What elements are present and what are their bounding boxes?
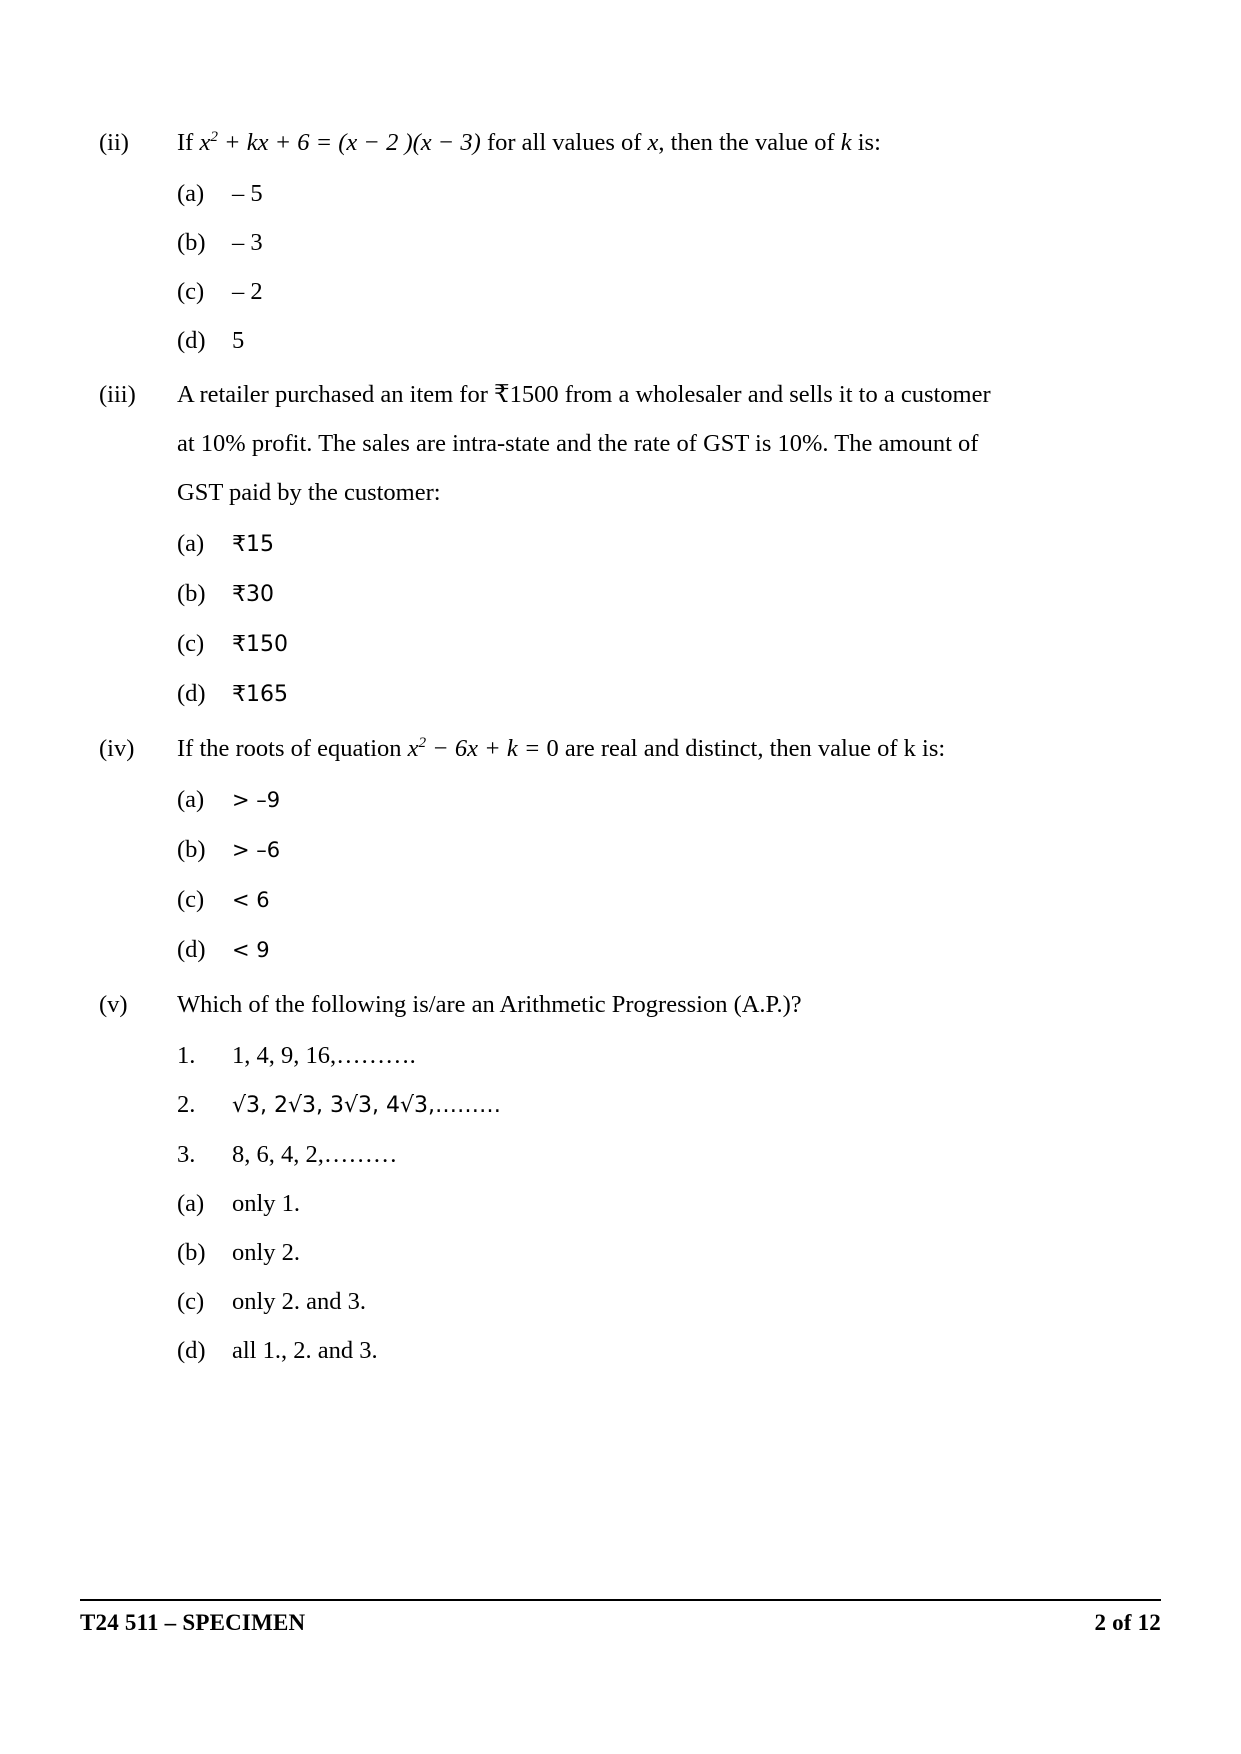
option-key: (b) xyxy=(177,1239,206,1266)
question-ii-expr-base: x xyxy=(199,129,211,156)
option-key: (b) xyxy=(177,229,206,256)
question-iv-expr-base: x xyxy=(407,735,419,762)
option-value: all 1., 2. and 3. xyxy=(232,1337,378,1364)
question-v-options xyxy=(177,1179,1099,1375)
option-row[interactable] xyxy=(177,925,1099,975)
question-iii-number: (iii) xyxy=(99,381,136,408)
question-iv-expr-rest: − 6x + k = xyxy=(426,735,547,762)
question-iii-stem-line2: at 10% profit. The sales are intra-state and the rate of GST is 10%. The amount of xyxy=(177,430,979,457)
question-ii-number: (ii) xyxy=(99,129,129,156)
option-row[interactable] xyxy=(177,1326,1099,1375)
option-value: – 5 xyxy=(232,180,263,207)
option-row[interactable] xyxy=(177,775,1099,825)
option-key: (b) xyxy=(177,580,206,607)
sequence-key: 3. xyxy=(177,1141,196,1168)
option-value: ₹165 xyxy=(232,682,288,707)
question-ii-expr-rest: + kx + 6 = (x − 2 )(x − 3) xyxy=(217,129,481,156)
option-value: ₹30 xyxy=(232,582,274,607)
option-value: only 2. xyxy=(232,1239,301,1266)
question-iv-expr-exponent: 2 xyxy=(418,733,427,751)
question-ii-expr-exponent: 2 xyxy=(210,127,218,145)
option-value: > –9 xyxy=(232,788,281,812)
option-key: (c) xyxy=(177,278,205,305)
option-value: only 2. and 3. xyxy=(232,1288,367,1315)
question-ii-var-k: k xyxy=(840,129,852,156)
option-key: (a) xyxy=(177,530,205,557)
question-iv-number: (iv) xyxy=(99,735,135,762)
option-row[interactable] xyxy=(177,169,1099,218)
question-v xyxy=(99,980,1099,1375)
question-iv-stem-before: If the roots of equation xyxy=(177,735,408,762)
question-ii-var-x: x xyxy=(647,129,659,156)
question-list xyxy=(99,118,1099,1375)
option-row[interactable] xyxy=(177,1277,1099,1326)
option-key: (d) xyxy=(177,936,206,963)
option-value: – 3 xyxy=(232,229,263,256)
question-iv-stem xyxy=(177,724,1005,773)
option-value: ₹150 xyxy=(232,632,288,657)
question-iii-stem-line1: A retailer purchased an item for ₹1500 from a wholesaler and sells it to a customer xyxy=(177,381,991,408)
option-value: only 1. xyxy=(232,1190,301,1217)
question-ii-stem-tail: is: xyxy=(851,129,881,156)
question-iii xyxy=(99,370,1099,719)
sequence-row xyxy=(177,1080,1099,1130)
option-key: (d) xyxy=(177,327,206,354)
question-ii-stem-mid: for all values of xyxy=(480,129,648,156)
option-key: (d) xyxy=(177,680,206,707)
option-row[interactable] xyxy=(177,669,1099,719)
question-ii-options xyxy=(177,169,1099,365)
option-row[interactable] xyxy=(177,218,1099,267)
question-ii-stem-after: , then the value of xyxy=(658,129,841,156)
paper-code: T24 511 – SPECIMEN xyxy=(80,1610,306,1635)
question-iv-stem-after: 0 are real and distinct, then value of k is: xyxy=(546,735,946,762)
option-row[interactable] xyxy=(177,825,1099,875)
option-row[interactable] xyxy=(177,267,1099,316)
question-iii-stem-line3: GST paid by the customer: xyxy=(177,479,441,506)
question-iv xyxy=(99,724,1099,975)
option-value: < 9 xyxy=(232,938,270,962)
question-ii-stem xyxy=(177,118,1005,167)
page-number: 2 of 12 xyxy=(1094,1610,1161,1635)
option-value: > –6 xyxy=(232,838,281,862)
option-key: (a) xyxy=(177,1190,205,1217)
option-row[interactable] xyxy=(177,569,1099,619)
option-value: < 6 xyxy=(232,888,270,912)
option-row[interactable] xyxy=(177,519,1099,569)
sequence-row xyxy=(177,1031,1099,1080)
sequence-key: 2. xyxy=(177,1091,196,1118)
option-key: (a) xyxy=(177,180,205,207)
question-ii-stem-before: If xyxy=(177,129,200,156)
option-key: (b) xyxy=(177,836,206,863)
option-key: (a) xyxy=(177,786,205,813)
page-footer xyxy=(80,1599,1161,1636)
question-ii xyxy=(99,118,1099,365)
question-iii-stem xyxy=(177,370,1005,517)
question-v-number: (v) xyxy=(99,991,128,1018)
sequence-key: 1. xyxy=(177,1042,196,1069)
sequence-value: 1, 4, 9, 16,………. xyxy=(232,1042,416,1069)
sequence-value: √3, 2√3, 3√3, 4√3,……… xyxy=(232,1093,502,1118)
option-row[interactable] xyxy=(177,1228,1099,1277)
question-v-stem: Which of the following is/are an Arithmetic Progression (A.P.)? xyxy=(177,991,802,1018)
option-key: (c) xyxy=(177,1288,205,1315)
option-row[interactable] xyxy=(177,619,1099,669)
option-value: 5 xyxy=(232,327,245,354)
question-iv-options xyxy=(177,775,1099,975)
option-row[interactable] xyxy=(177,316,1099,365)
option-row[interactable] xyxy=(177,1179,1099,1228)
option-row[interactable] xyxy=(177,875,1099,925)
option-key: (c) xyxy=(177,630,205,657)
option-key: (c) xyxy=(177,886,205,913)
sequence-row xyxy=(177,1130,1099,1179)
question-iii-options xyxy=(177,519,1099,719)
option-value: – 2 xyxy=(232,278,263,305)
sequence-value: 8, 6, 4, 2,……… xyxy=(232,1141,398,1168)
question-v-sequences xyxy=(177,1031,1099,1179)
option-value: ₹15 xyxy=(232,532,274,557)
option-key: (d) xyxy=(177,1337,206,1364)
